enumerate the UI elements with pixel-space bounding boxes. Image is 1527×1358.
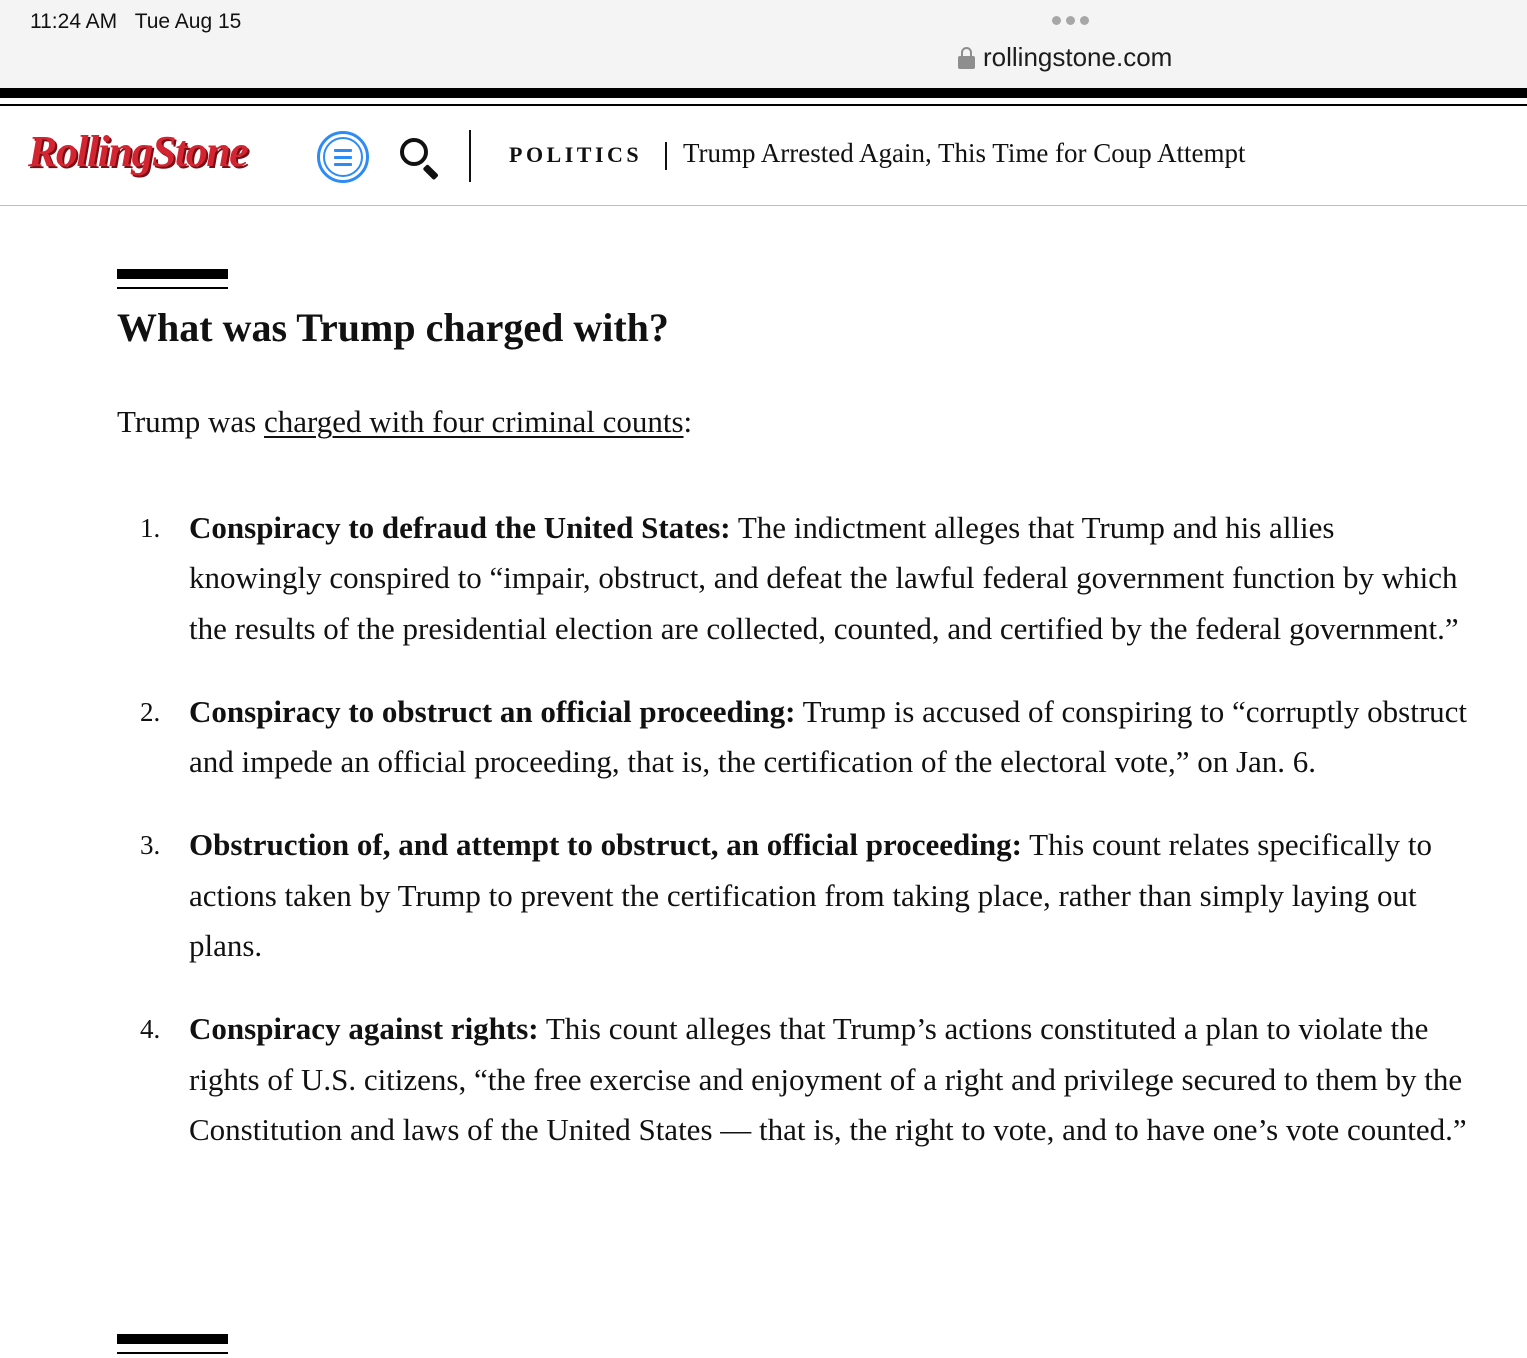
charge-title: Conspiracy against rights: (189, 1011, 539, 1047)
charge-text: The indictment alleges that Trump and his allies knowingly conspired to “impair, obstruct, and defeat the lawful federal government function by which the results of the presidential election are collected, counted, and certified by the federal government.” (189, 510, 1459, 646)
list-item (140, 503, 1470, 654)
list-number: 1. (140, 513, 161, 543)
section-divider-thin (117, 1352, 228, 1354)
section-link[interactable]: POLITICS (509, 142, 643, 167)
url-text: rollingstone.com (983, 42, 1173, 72)
browser-chrome (0, 0, 1527, 88)
article-heading: What was Trump charged with? (117, 305, 669, 350)
search-icon[interactable] (398, 136, 442, 180)
section-divider-thick (117, 269, 228, 279)
list-number: 2. (140, 696, 161, 727)
charges-link[interactable]: charged with four criminal counts (264, 404, 684, 439)
site-logo[interactable]: RollingStone (28, 127, 248, 176)
list-item (140, 1004, 1470, 1155)
section-divider-thick (117, 1334, 228, 1344)
list-item (140, 687, 1470, 788)
list-number: 3. (140, 830, 161, 861)
section-separator (665, 142, 667, 170)
ellipsis-icon[interactable] (1052, 16, 1089, 25)
address-bar[interactable] (958, 42, 1172, 73)
menu-button[interactable] (317, 131, 369, 183)
status-time: 11:24 AM (30, 10, 118, 33)
list-item (140, 820, 1470, 971)
status-date: Tue Aug 15 (134, 10, 242, 33)
charges-list (140, 503, 1470, 1188)
section-divider-thin (117, 287, 228, 289)
menu-icon (323, 137, 363, 177)
charge-text: Trump is accused of conspiring to “corruptly obstruct and impede an official proceeding, that is, the certification of the electoral vote,” on Jan. 6. (189, 693, 1468, 780)
lock-icon (958, 47, 975, 69)
charge-title: Conspiracy to obstruct an official proceeding: (189, 693, 796, 729)
list-number: 4. (140, 1014, 161, 1045)
charge-text: This count alleges that Trump’s actions constituted a plan to violate the rights of U.S. citizens, “the free exercise and enjoyment of a right and privilege secured to them by the Constitution and laws of the United States — that is, the right to vote, and to have one’s vote counted.” (189, 1011, 1467, 1147)
header-divider (469, 130, 471, 182)
header-rule-thick (0, 88, 1527, 98)
charge-text: This count relates specifically to actions taken by Trump to prevent the certification from taking place, rather than simply laying out plans. (189, 827, 1432, 964)
charge-title: Obstruction of, and attempt to obstruct, an official proceeding: (189, 827, 1022, 863)
header-headline[interactable]: Trump Arrested Again, This Time for Coup Attempt (683, 138, 1246, 168)
site-header (0, 106, 1527, 206)
status-bar-time (30, 10, 241, 34)
charge-title: Conspiracy to defraud the United States: (189, 510, 731, 545)
intro-paragraph: Trump was charged with four criminal counts: (117, 404, 693, 439)
